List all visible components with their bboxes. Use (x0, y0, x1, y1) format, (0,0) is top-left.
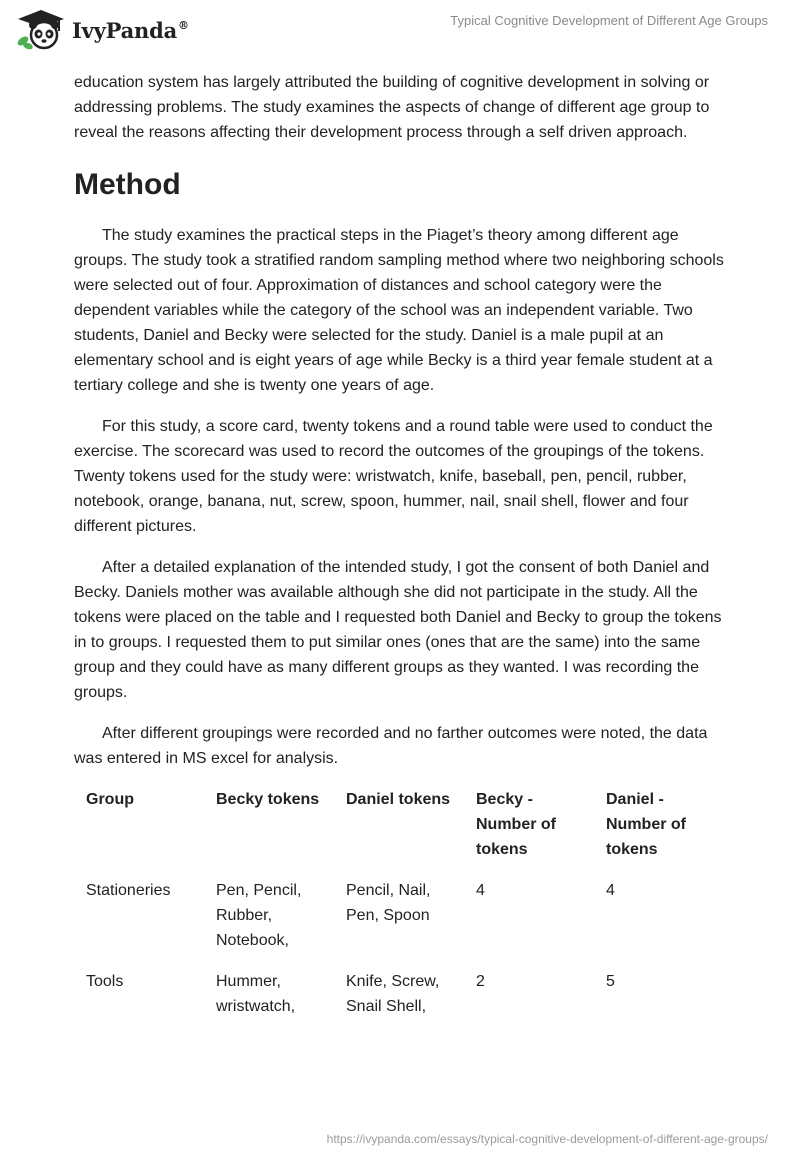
intro-paragraph: education system has largely attributed the building of cognitive development in solving or addressing problems. The study examines the aspects of change of different age group to reveal the reasons affecting their development process through a self driven approach. (74, 74, 710, 141)
ivypanda-logo[interactable] (14, 8, 189, 52)
page-header (0, 0, 800, 64)
panda-logo-icon (14, 8, 68, 52)
essay-body (74, 70, 734, 1035)
cell-daniel-tokens: Knife, Screw, Snail Shell, (346, 973, 440, 1015)
document-title: Typical Cognitive Development of Different Age Groups (450, 13, 768, 28)
method-paragraph-2: For this study, a score card, twenty tokens and a round table were used to conduct the exercise. The scorecard was used to record the outcomes of the groupings of the tokens. Twenty tokens used for the study were: wristwatch, knife, baseball, pen, pencil, rubber, notebook, orange, banana, nut, screw, spoon, hummer, nail, snail shell, flower and four different pictures. (74, 418, 713, 535)
header-becky-count: Becky - Number of tokens (476, 791, 556, 858)
cell-becky-count: 4 (476, 882, 485, 899)
method-paragraph-4: After different groupings were recorded and no farther outcomes were noted, the data was entered in MS excel for analysis. (74, 725, 708, 767)
brand-name: IvyPanda® (72, 17, 189, 43)
table-header-row (74, 787, 724, 878)
method-heading: Method (74, 168, 181, 201)
header-daniel-tokens: Daniel tokens (346, 791, 451, 808)
header-daniel-count: Daniel - Number of tokens (606, 791, 686, 858)
cell-daniel-count: 4 (606, 882, 615, 899)
header-becky-tokens: Becky tokens (216, 791, 320, 808)
token-groups-table (74, 787, 724, 1035)
cell-group: Stationeries (86, 882, 171, 899)
method-paragraph-1: The study examines the practical steps in the Piaget’s theory among different age groups. The study took a stratified random sampling method where two neighboring schools were selected out of four. Approximation of distances and school category were the dependent variables while the category of the school was an independent variable. Two students, Daniel and Becky were selected for the study. Daniel is a male pupil at an elementary school and is eight years of age while Becky is a third year female student at a tertiary college and she is twenty one years of age. (74, 227, 724, 394)
cell-becky-count: 2 (476, 973, 485, 990)
cell-daniel-count: 5 (606, 973, 615, 990)
table-row (74, 969, 724, 1035)
source-url-link[interactable]: https://ivypanda.com/essays/typical-cognitive-development-of-different-age-groups/ (326, 1132, 768, 1146)
method-paragraph-3: After a detailed explanation of the intended study, I got the consent of both Daniel and Becky. Daniels mother was available although she did not participate in the study. All the tokens were placed on the table and I requested both Daniel and Becky to group the tokens in to groups. I requested them to put similar ones (ones that are the same) into the same group and they could have as many different groups as they wanted. I was recording the groups. (74, 559, 722, 701)
cell-becky-tokens: Hummer, wristwatch, (216, 973, 296, 1015)
cell-becky-tokens: Pen, Pencil, Rubber, Notebook, (216, 882, 302, 949)
cell-group: Tools (86, 973, 124, 990)
table-row (74, 878, 724, 969)
cell-daniel-tokens: Pencil, Nail, Pen, Spoon (346, 882, 431, 924)
header-group: Group (86, 791, 134, 808)
